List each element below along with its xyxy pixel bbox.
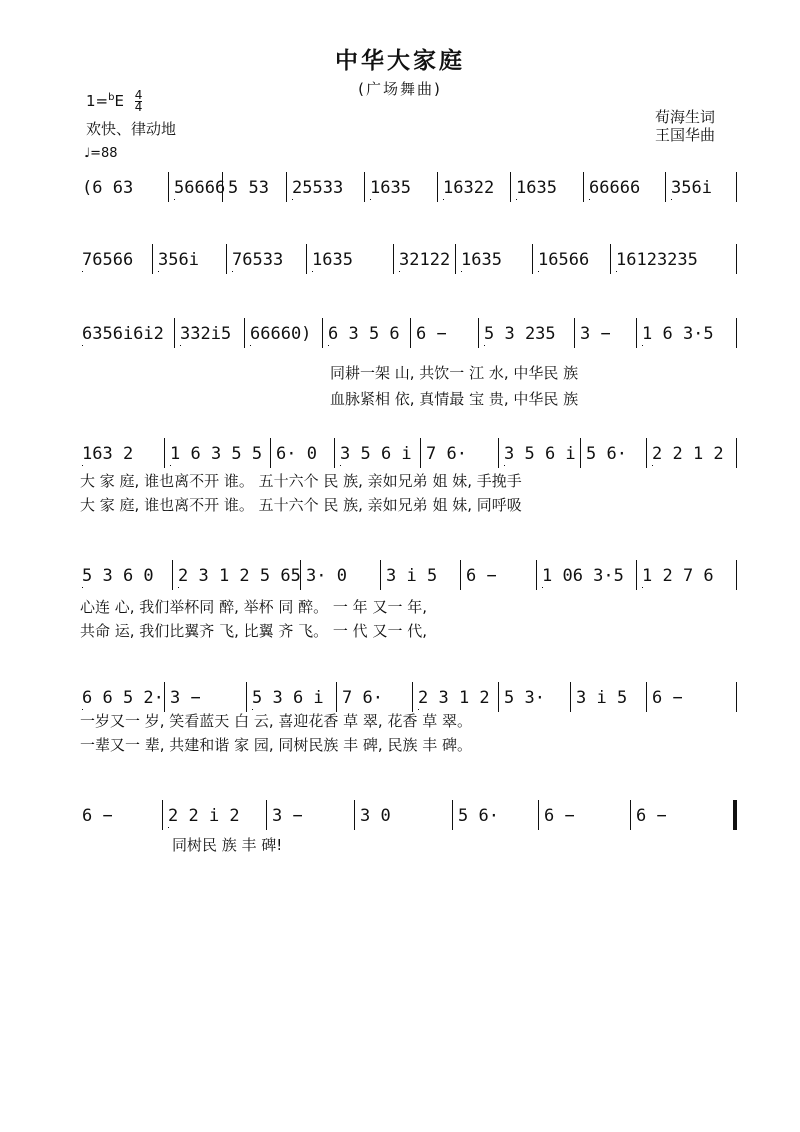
beam-line (82, 271, 83, 272)
beam-line (170, 465, 171, 466)
barline (583, 172, 584, 202)
beam-line (504, 465, 505, 466)
barline (354, 800, 355, 830)
barline (393, 244, 394, 274)
time-bottom: 4 (134, 100, 143, 114)
barline (736, 318, 737, 348)
lyricist-credit: 荀海生词 (655, 108, 716, 126)
measure: 3 0 (360, 806, 391, 826)
measure: 163 2 (82, 444, 134, 464)
measure: 6 3 5 6 (328, 324, 400, 344)
measure: 6 − (416, 324, 447, 344)
beam-line (484, 345, 485, 346)
composer-credit: 王国华曲 (655, 126, 716, 144)
measure: 16566 (538, 250, 590, 270)
lyric-line: 一岁又一 岁, 笑看蓝天 白 云, 喜迎花香 草 翠, 花香 草 翠。 (80, 712, 472, 730)
barline (630, 800, 631, 830)
beam-line (370, 199, 371, 200)
key-signature (86, 90, 142, 113)
measure: 5 3 6 0 (82, 566, 154, 586)
barline (336, 682, 337, 712)
measure: 16123235 (616, 250, 698, 270)
measure: 5 53 (228, 178, 269, 198)
barline (168, 172, 169, 202)
beam-line (652, 465, 653, 466)
beam-line (82, 345, 83, 346)
barline (420, 438, 421, 468)
barline (736, 244, 737, 274)
barline (636, 318, 637, 348)
barline (570, 682, 571, 712)
beam-line (168, 827, 169, 828)
barline (736, 438, 737, 468)
measure: 7 6· (426, 444, 467, 464)
measure: 25533 (292, 178, 344, 198)
beam-line (671, 199, 672, 200)
barline (286, 172, 287, 202)
barline (334, 438, 335, 468)
note-line (0, 318, 800, 352)
beam-line (616, 271, 617, 272)
barline (736, 172, 737, 202)
measure: 66660) (250, 324, 312, 344)
barline (636, 560, 637, 590)
beam-line (250, 345, 251, 346)
measure: 1 06 3·5 (542, 566, 624, 586)
measure: 6 − (82, 806, 113, 826)
barline (510, 172, 511, 202)
beam-line (82, 587, 83, 588)
barline (380, 560, 381, 590)
beam-line (461, 271, 462, 272)
measure: 3· 0 (306, 566, 347, 586)
barline (226, 244, 227, 274)
time-signature (135, 90, 143, 113)
measure: 3 i 5 (576, 688, 628, 708)
lyric-line: 大 家 庭, 谁也离不开 谁。 五十六个 民 族, 亲如兄弟 姐 妹, 手挽手 (80, 472, 522, 490)
note-line (0, 172, 800, 206)
barline (574, 318, 575, 348)
barline (152, 244, 153, 274)
beam-line (292, 199, 293, 200)
measure: 2 2 i 2 (168, 806, 240, 826)
measure: 2 3 1 2 5 65 (178, 566, 301, 586)
beam-line (312, 271, 313, 272)
barline (736, 560, 737, 590)
measure: 32122 (399, 250, 451, 270)
barline (410, 318, 411, 348)
final-barline (733, 800, 737, 830)
lyric-line: 心连 心, 我们举杯同 醉, 举杯 同 醉。 一 年 又一 年, (80, 598, 427, 616)
barline (164, 682, 165, 712)
measure: 3 − (170, 688, 201, 708)
barline (266, 800, 267, 830)
key-note: E (114, 92, 124, 110)
time-top: 4 (134, 88, 143, 102)
barline (172, 560, 173, 590)
measure: 3̇32i5 (180, 324, 232, 344)
measure: 76566 (82, 250, 134, 270)
barline (270, 438, 271, 468)
barline (646, 438, 647, 468)
beam-line (589, 199, 590, 200)
measure: 5 3 235 (484, 324, 556, 344)
barline (498, 682, 499, 712)
lyric-line: 血脉紧相 依, 真情最 宝 贵, 中华民 族 (330, 390, 579, 408)
beam-line (399, 271, 400, 272)
beam-line (178, 587, 179, 588)
barline (164, 438, 165, 468)
barline (162, 800, 163, 830)
note-line (0, 800, 800, 834)
barline (498, 438, 499, 468)
beam-line (158, 271, 159, 272)
measure: 76533 (232, 250, 284, 270)
key-prefix: 1= (86, 92, 109, 110)
measure: (6 63 (82, 178, 134, 198)
measure: 3 − (580, 324, 611, 344)
barline (478, 318, 479, 348)
measure: 356i (158, 250, 199, 270)
measure: 66666 (589, 178, 641, 198)
song-subtitle: (广场舞曲) (358, 80, 442, 98)
measure: 6 6 5 2· (82, 688, 164, 708)
measure: 356i (671, 178, 712, 198)
measure: 1635 (370, 178, 411, 198)
measure: 5 3· (504, 688, 545, 708)
barline (665, 172, 666, 202)
measure: 3 − (272, 806, 303, 826)
measure: 6 − (636, 806, 667, 826)
barline (460, 560, 461, 590)
measure: 5 3 6 i (252, 688, 324, 708)
measure: 6 − (652, 688, 683, 708)
barline (322, 318, 323, 348)
beam-line (328, 345, 329, 346)
barline (646, 682, 647, 712)
barline (174, 318, 175, 348)
barline (246, 682, 247, 712)
lyric-line: 同耕一架 山, 共饮一 江 水, 中华民 族 (330, 364, 579, 382)
metronome-mark: ♩=88 (84, 146, 118, 161)
lyric-line: 一辈又一 辈, 共建和谐 家 园, 同树民族 丰 碑, 民族 丰 碑。 (80, 736, 472, 754)
measure: 1635 (516, 178, 557, 198)
beam-line (340, 465, 341, 466)
barline (538, 800, 539, 830)
note-line (0, 244, 800, 278)
measure: 3 5 6 i (340, 444, 412, 464)
measure: 1635 (312, 250, 353, 270)
measure: 2 2 1 2 (652, 444, 724, 464)
flat-icon: b (108, 92, 115, 103)
barline (532, 244, 533, 274)
measure: 6 − (466, 566, 497, 586)
note-line (0, 438, 800, 472)
beam-line (232, 271, 233, 272)
barline (580, 438, 581, 468)
lyric-line: 同树民 族 丰 碑! (172, 836, 283, 854)
beam-line (542, 587, 543, 588)
measure: 6 − (544, 806, 575, 826)
barline (306, 244, 307, 274)
measure: 6· 0 (276, 444, 317, 464)
barline (412, 682, 413, 712)
lyric-line: 大 家 庭, 谁也离不开 谁。 五十六个 民 族, 亲如兄弟 姐 妹, 同呼吸 (80, 496, 522, 514)
barline (364, 172, 365, 202)
beam-line (174, 199, 175, 200)
measure: 6356i6i2 (82, 324, 164, 344)
measure: 16322 (443, 178, 495, 198)
barline (610, 244, 611, 274)
barline (536, 560, 537, 590)
measure: 2 3 1 2 (418, 688, 490, 708)
barline (244, 318, 245, 348)
barline (736, 682, 737, 712)
measure: 1 6 3·5 (642, 324, 714, 344)
measure: 5 6· (586, 444, 627, 464)
lyric-line: 共命 运, 我们比翼齐 飞, 比翼 齐 飞。 一 代 又一 代, (80, 622, 427, 640)
beam-line (443, 199, 444, 200)
note-line (0, 560, 800, 594)
measure: 3 i 5 (386, 566, 438, 586)
measure: 1 2 7 6 (642, 566, 714, 586)
measure: 5 6· (458, 806, 499, 826)
beam-line (180, 345, 181, 346)
measure: 3 5 6 i (504, 444, 576, 464)
measure: 7 6· (342, 688, 383, 708)
beam-line (642, 587, 643, 588)
beam-line (538, 271, 539, 272)
barline (455, 244, 456, 274)
measure: 1635 (461, 250, 502, 270)
beam-line (516, 199, 517, 200)
tempo-marking: 欢快、律动地 (86, 120, 177, 138)
song-title: 中华大家庭 (335, 48, 465, 74)
barline (437, 172, 438, 202)
beam-line (82, 465, 83, 466)
measure: 56666 (174, 178, 226, 198)
beam-line (642, 345, 643, 346)
measure: 1 6 3 5 5 (170, 444, 263, 464)
barline (452, 800, 453, 830)
